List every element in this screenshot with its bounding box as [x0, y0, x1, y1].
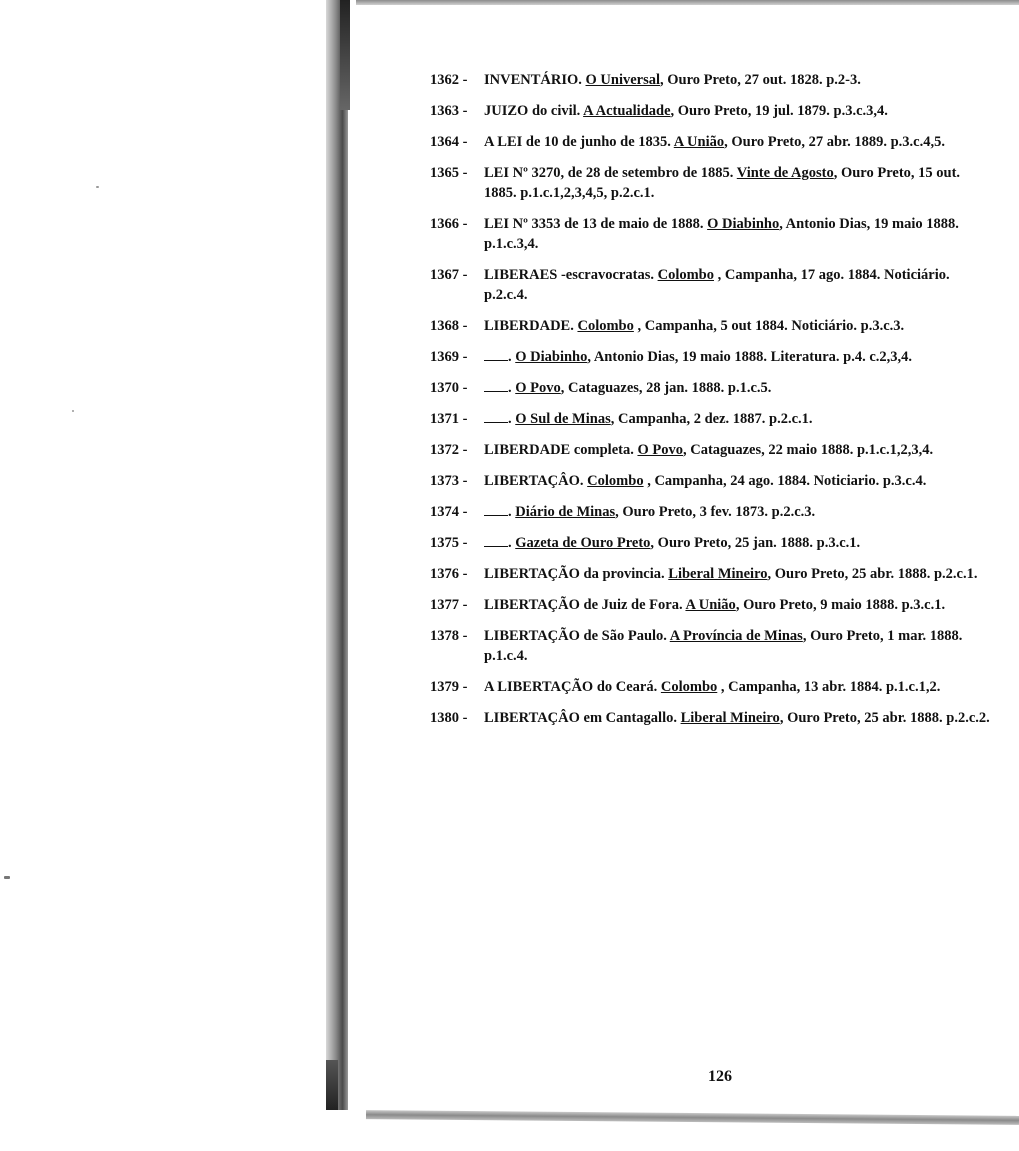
binding-dark-top: [340, 0, 350, 110]
source-title: O Povo: [515, 380, 561, 396]
bibliography-entry: [430, 595, 990, 615]
citation-details: , Ouro Preto, 9 maio 1888. p.3.c.1.: [735, 597, 946, 613]
citation-details: , Antonio Dias, 19 maio 1888. Literatura. p.4. c.2,3,4.: [587, 349, 913, 365]
source-title: Colombo: [660, 679, 718, 695]
entry-number: 1367 -: [430, 267, 468, 283]
source-title: O Diabinho: [515, 349, 588, 365]
citation-details: , Ouro Preto, 27 abr. 1889. p.3.c.4,5.: [724, 134, 945, 150]
bibliography-entry: [430, 471, 990, 491]
source-title: O Universal: [585, 72, 661, 88]
source-title: O Sul de Minas: [515, 411, 611, 427]
entry-number: 1379 -: [430, 679, 468, 695]
ditto-blank-line: [484, 503, 508, 516]
page-number: 126: [708, 1068, 732, 1085]
citation-details: , Cataguazes, 28 jan. 1888. p.1.c.5.: [560, 380, 772, 396]
bibliography-entry: [430, 265, 990, 305]
source-title: O Diabinho: [707, 216, 780, 232]
entry-number: 1364 -: [430, 134, 468, 150]
entry-title: LIBERTAÇÂO em Cantagallo.: [484, 710, 677, 726]
entry-number: 1369 -: [430, 349, 468, 365]
entry-title: LIBERTAÇÃO de São Paulo.: [484, 628, 667, 644]
citation-details: , Campanha, 24 ago. 1884. Noticiario. p.3.c.4.: [643, 473, 927, 489]
entry-number: 1371 -: [430, 411, 468, 427]
page-bottom-edge: [366, 1110, 1019, 1125]
source-title: Colombo: [657, 267, 714, 283]
source-title: A União: [685, 597, 736, 613]
bibliography-entry: 1374 - . Diário de Minas, Ouro Preto, 3 fev. 1873. p.2.c.3.: [430, 504, 816, 520]
ditto-blank-line: [484, 348, 508, 361]
page-top-edge: [356, 0, 1019, 5]
bibliography-entry: [430, 440, 990, 460]
source-title: Liberal Mineiro: [668, 566, 768, 582]
binding-dark-bottom: [326, 1060, 338, 1110]
entry-number: 1375 -: [430, 535, 468, 551]
entry-title: JUIZO do civil.: [484, 103, 581, 119]
citation-details: , Campanha, 2 dez. 1887. p.2.c.1.: [610, 411, 813, 427]
source-title: A Província de Minas: [669, 628, 803, 644]
bibliography-entry: 1370 - . O Povo, Cataguazes, 28 jan. 1888. p.1.c.5.: [430, 380, 772, 396]
entry-number: 1378 -: [430, 628, 468, 644]
scan-speck: [72, 410, 74, 412]
entry-title: LEI Nº 3270, de 28 de setembro de 1885.: [484, 165, 734, 181]
entry-title: LIBERTAÇÃO da provincia.: [484, 566, 665, 582]
citation-details: , Ouro Preto, 25 jan. 1888. p.3.c.1.: [650, 535, 861, 551]
entry-title: LIBERTAÇÂO.: [484, 473, 584, 489]
entry-number: 1380 -: [430, 710, 468, 726]
citation-details: , Ouro Preto, 15 out. 1885. p.1.c.1,2,3,4,5, p.2.c.1.: [484, 165, 961, 201]
book-binding-shadow: [326, 0, 348, 1110]
source-title: Diário de Minas: [515, 504, 616, 520]
entry-number: 1376 -: [430, 566, 468, 582]
bibliography-entry: [430, 316, 990, 336]
entry-title: LIBERTAÇÃO de Juiz de Fora.: [484, 597, 683, 613]
entry-title: A LIBERTAÇÃO do Ceará.: [484, 679, 658, 695]
source-title: A Actualidade: [583, 103, 671, 119]
bibliography-entry: 1369 - . O Diabinho, Antonio Dias, 19 maio 1888. Literatura. p.4. c.2,3,4.: [430, 349, 913, 365]
bibliography-entry: [430, 708, 990, 728]
source-title: Gazeta de Ouro Preto: [515, 535, 651, 551]
bibliography-entry: [430, 626, 990, 666]
scan-speck: [96, 186, 99, 188]
entry-number: 1363 -: [430, 103, 468, 119]
entry-number: 1366 -: [430, 216, 468, 232]
entry-number: 1373 -: [430, 473, 468, 489]
citation-details: , Campanha, 13 abr. 1884. p.1.c.1,2.: [717, 679, 941, 695]
bibliography-entry: [430, 101, 990, 121]
bibliography-page: [430, 70, 990, 739]
entry-title: LEI Nº 3353 de 13 de maio de 1888.: [484, 216, 704, 232]
citation-details: , Antonio Dias, 19 maio 1888. p.1.c.3,4.: [484, 216, 959, 252]
entry-number: 1362 -: [430, 72, 468, 88]
bibliography-entry: [430, 677, 990, 697]
bibliography-entry: [430, 70, 990, 90]
citation-details: , Cataguazes, 22 maio 1888. p.1.c.1,2,3,4.: [682, 442, 934, 458]
scan-speck: [4, 876, 10, 879]
source-title: Vinte de Agosto: [736, 165, 834, 181]
source-title: Liberal Mineiro: [680, 710, 780, 726]
bibliography-entry: [430, 564, 990, 584]
ditto-blank-line: [484, 410, 508, 423]
citation-details: , Ouro Preto, 3 fev. 1873. p.2.c.3.: [615, 504, 816, 520]
entry-title: LIBERDADE.: [484, 318, 574, 334]
entry-title: LIBERAES -escravocratas.: [484, 267, 654, 283]
entry-number: 1374 -: [430, 504, 468, 520]
ditto-blank-line: [484, 534, 508, 547]
citation-details: , Ouro Preto, 25 abr. 1888. p.2.c.1.: [767, 566, 978, 582]
entry-number: 1377 -: [430, 597, 468, 613]
entry-title: LIBERDADE completa.: [484, 442, 634, 458]
ditto-blank-line: [484, 379, 508, 392]
entry-number: 1368 -: [430, 318, 468, 334]
bibliography-entry: [430, 214, 990, 254]
source-title: O Povo: [637, 442, 683, 458]
citation-details: , Campanha, 17 ago. 1884. Noticiário. p.2.c.4.: [484, 267, 950, 303]
entry-title: A LEI de 10 de junho de 1835.: [484, 134, 671, 150]
source-title: Colombo: [577, 318, 634, 334]
entry-number: 1370 -: [430, 380, 468, 396]
bibliography-entry: 1375 - . Gazeta de Ouro Preto, Ouro Preto, 25 jan. 1888. p.3.c.1.: [430, 535, 861, 551]
bibliography-entry: 1371 - . O Sul de Minas, Campanha, 2 dez. 1887. p.2.c.1.: [430, 411, 813, 427]
bibliography-entry: [430, 163, 990, 203]
bibliography-entry: [430, 132, 990, 152]
citation-details: , Ouro Preto, 25 abr. 1888. p.2.c.2.: [779, 710, 990, 726]
citation-details: , Ouro Preto, 19 jul. 1879. p.3.c.3,4.: [670, 103, 888, 119]
entry-title: INVENTÁRIO.: [484, 72, 582, 88]
citation-details: , Ouro Preto, 27 out. 1828. p.2-3.: [660, 72, 861, 88]
source-title: Colombo: [587, 473, 644, 489]
entry-number: 1372 -: [430, 442, 468, 458]
citation-details: , Campanha, 5 out 1884. Noticiário. p.3.c.3.: [633, 318, 905, 334]
citation-details: , Ouro Preto, 1 mar. 1888. p.1.c.4.: [484, 628, 963, 664]
entry-number: 1365 -: [430, 165, 468, 181]
source-title: A União: [673, 134, 725, 150]
